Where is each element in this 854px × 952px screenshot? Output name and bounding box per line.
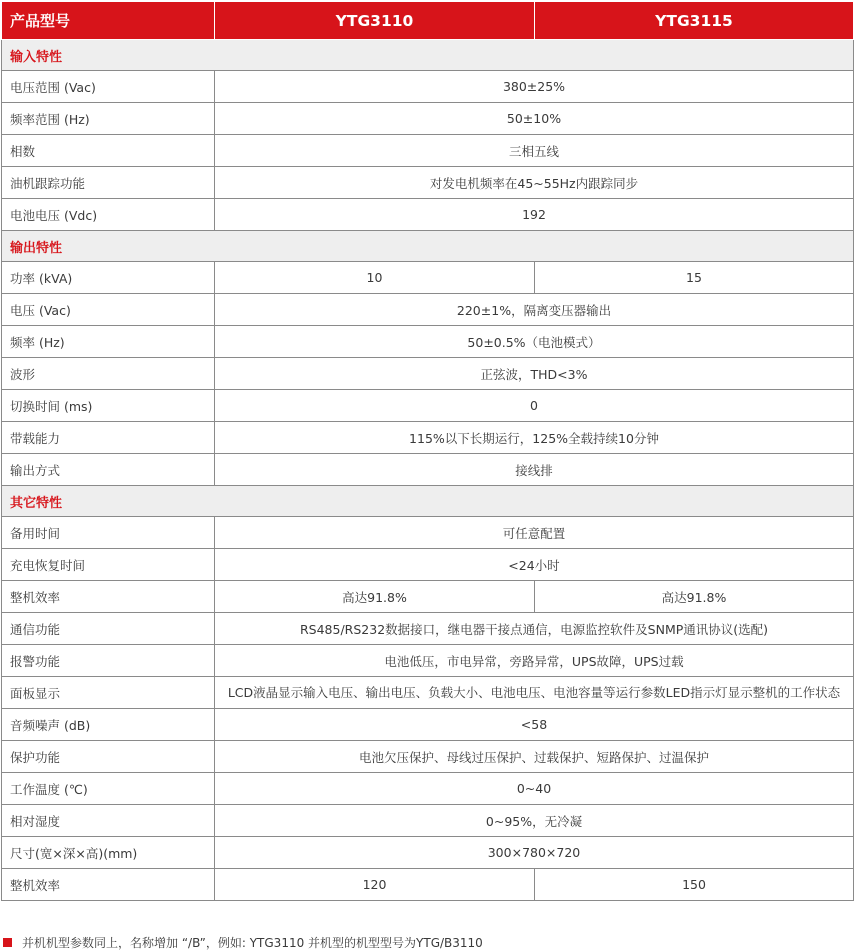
spec-table	[1, 1, 854, 901]
row-label: 充电恢复时间	[2, 549, 215, 581]
row-label: 电池电压 (Vdc)	[2, 199, 215, 231]
row-value: <58	[215, 709, 854, 741]
row-label: 频率 (Hz)	[2, 326, 215, 358]
footnote	[3, 935, 483, 951]
row-label: 功率 (kVA)	[2, 262, 215, 294]
square-bullet-icon	[3, 938, 12, 947]
row-value-a: 10	[215, 262, 535, 294]
row-value: 接线排	[215, 454, 854, 486]
header-label: 产品型号	[2, 2, 215, 40]
row-label: 油机跟踪功能	[2, 167, 215, 199]
table-row	[2, 709, 854, 741]
table-row	[2, 645, 854, 677]
row-label: 输出方式	[2, 454, 215, 486]
table-row	[2, 517, 854, 549]
table-row	[2, 837, 854, 869]
row-value: 115%以下长期运行，125%全载持续10分钟	[215, 422, 854, 454]
row-label: 整机效率	[2, 581, 215, 613]
row-label: 报警功能	[2, 645, 215, 677]
table-row	[2, 135, 854, 167]
row-value-a: 120	[215, 869, 535, 901]
row-label: 切换时间 (ms)	[2, 390, 215, 422]
row-value: RS485/RS232数据接口，继电器干接点通信，电源监控软件及SNMP通讯协议(选配)	[215, 613, 854, 645]
row-label: 电压范围 (Vac)	[2, 71, 215, 103]
footnote-text: 并机机型参数同上，名称增加 “/B”，例如: YTG3110 并机型的机型型号为YTG/B3110	[22, 936, 483, 950]
row-value: 电池欠压保护、母线过压保护、过载保护、短路保护、过温保护	[215, 741, 854, 773]
row-value: 可任意配置	[215, 517, 854, 549]
row-label: 电压 (Vac)	[2, 294, 215, 326]
row-label: 尺寸(宽×深×高)(mm)	[2, 837, 215, 869]
row-label: 频率范围 (Hz)	[2, 103, 215, 135]
table-row	[2, 581, 854, 613]
row-label: 备用时间	[2, 517, 215, 549]
section-other	[2, 486, 854, 517]
row-value: 三相五线	[215, 135, 854, 167]
row-value: 50±10%	[215, 103, 854, 135]
table-row	[2, 358, 854, 390]
table-row	[2, 71, 854, 103]
row-value: 0~95%，无冷凝	[215, 805, 854, 837]
row-value: 300×780×720	[215, 837, 854, 869]
section-output	[2, 231, 854, 262]
row-label: 音频噪声 (dB)	[2, 709, 215, 741]
row-label: 带载能力	[2, 422, 215, 454]
row-value-b: 15	[535, 262, 854, 294]
row-value: 192	[215, 199, 854, 231]
row-value: <24小时	[215, 549, 854, 581]
row-value-a: 高达91.8%	[215, 581, 535, 613]
row-label: 相数	[2, 135, 215, 167]
section-input	[2, 40, 854, 71]
table-row	[2, 422, 854, 454]
table-row	[2, 103, 854, 135]
row-value: 电池低压，市电异常，旁路异常，UPS故障，UPS过载	[215, 645, 854, 677]
row-value: 对发电机频率在45~55Hz内跟踪同步	[215, 167, 854, 199]
table-row	[2, 390, 854, 422]
table-row	[2, 199, 854, 231]
row-value: 220±1%，隔离变压器输出	[215, 294, 854, 326]
table-row	[2, 549, 854, 581]
row-label: 工作温度 (℃)	[2, 773, 215, 805]
row-label: 相对湿度	[2, 805, 215, 837]
row-value: 正弦波，THD<3%	[215, 358, 854, 390]
table-row	[2, 167, 854, 199]
row-value-b: 高达91.8%	[535, 581, 854, 613]
row-label: 通信功能	[2, 613, 215, 645]
table-row	[2, 294, 854, 326]
table-header-row	[2, 2, 854, 40]
table-row	[2, 805, 854, 837]
row-value: 380±25%	[215, 71, 854, 103]
row-label: 整机效率	[2, 869, 215, 901]
table-row	[2, 869, 854, 901]
row-label: 波形	[2, 358, 215, 390]
row-value: 0~40	[215, 773, 854, 805]
header-model-a: YTG3110	[215, 2, 535, 40]
table-row	[2, 613, 854, 645]
row-value: 50±0.5%（电池模式）	[215, 326, 854, 358]
table-row	[2, 326, 854, 358]
row-value-b: 150	[535, 869, 854, 901]
section-title: 输入特性	[2, 40, 854, 71]
section-title: 输出特性	[2, 231, 854, 262]
table-row	[2, 454, 854, 486]
row-value: 0	[215, 390, 854, 422]
row-label: 面板显示	[2, 677, 215, 709]
header-model-b: YTG3115	[535, 2, 854, 40]
table-row	[2, 262, 854, 294]
row-value: LCD液晶显示输入电压、输出电压、负载大小、电池电压、电池容量等运行参数LED指示灯显示整机的工作状态	[215, 677, 854, 709]
row-label: 保护功能	[2, 741, 215, 773]
section-title: 其它特性	[2, 486, 854, 517]
table-row	[2, 741, 854, 773]
table-row	[2, 773, 854, 805]
table-row	[2, 677, 854, 709]
